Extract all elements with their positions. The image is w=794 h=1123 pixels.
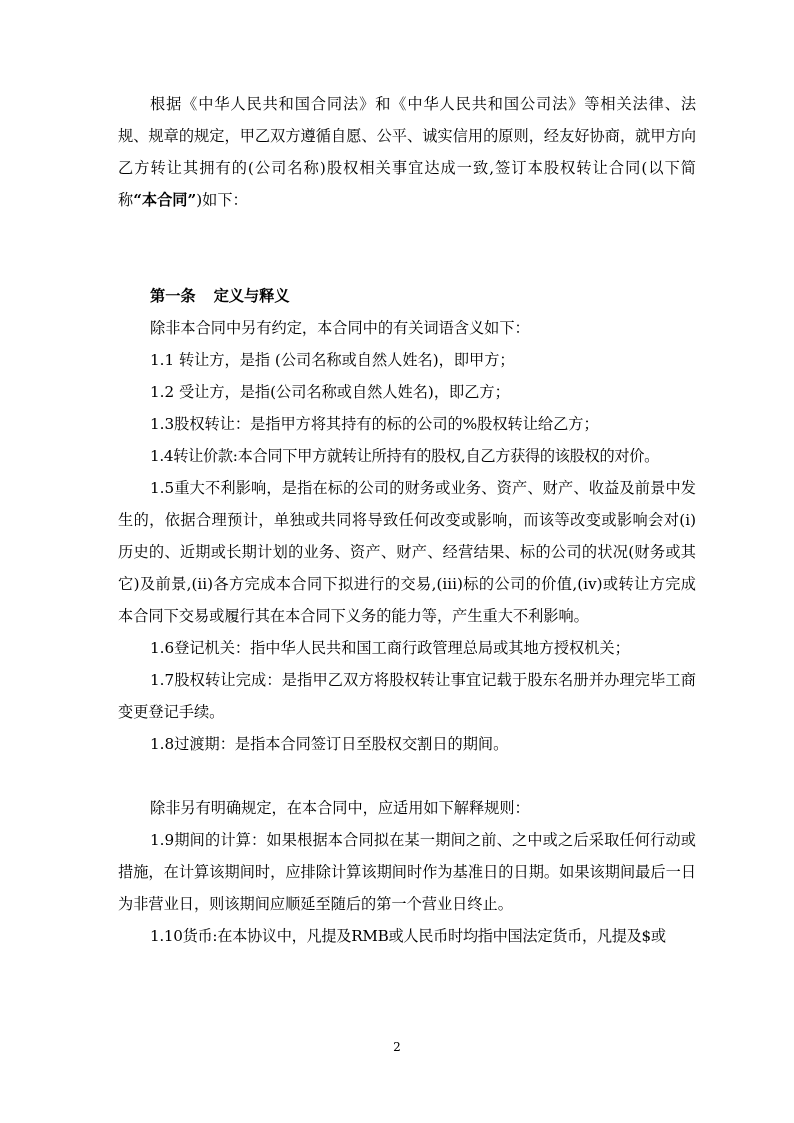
clause-1-10: 1.10货币:在本协议中，凡提及RMB或人民币时均指中国法定货币，凡提及$或 xyxy=(150,927,666,945)
clause-1-7: 1.7股权转让完成：是指甲乙双方将股权转让事宜记载于股东名册并办理完毕工商变更登记手续。 xyxy=(118,671,696,721)
clause-1-6: 1.6登记机关：指中华人民共和国工商行政管理总局或其地方授权机关； xyxy=(150,639,630,657)
intro-text-1: 根据《中华人民共和国合同法》和《中华人民共和国公司法》等相关法律、法规、规章的规定，甲乙双方遵循自愿、公平、诚实信用的原则，经友好协商，就甲方向乙方转让其拥有的(公司名称)股权相关事宜达成一致,签订本股权转让合同(以下简称 xyxy=(118,95,696,209)
article-number: 第一条 xyxy=(150,287,196,305)
clause-1-3: 1.3股权转让：是指甲方将其持有的标的公司的%股权转让给乙方； xyxy=(150,415,599,433)
article-title: 定义与释义 xyxy=(213,287,290,305)
spacer xyxy=(118,760,696,792)
page-number: 2 xyxy=(393,1040,401,1054)
intro-text-2: )如下： xyxy=(196,191,248,209)
clause-1-5: 1.5重大不利影响，是指在标的公司的财务或业务、资产、财产、收益及前景中发生的，依据合理预计，单独或共同将导致任何改变或影响，而该等改变或影响会对(i)历史的、近期或长期计划的业务、资产、财产、经营结果、标的公司的状况(财务或其它)及前景,(ii)各方完成本合同下拟进行的交易,(iii)标的公司的价值,(iv)或转让方完成本合同下交易或履行其在本合同下义务的能力等，产生重大不利影响。 xyxy=(118,479,696,625)
clause-1-9: 1.9期间的计算：如果根据本合同拟在某一期间之前、之中或之后采取任何行动或措施，在计算该期间时，应排除计算该期间时作为基准日的日期。如果该期间最后一日为非营业日，则该期间应顺延至随后的第一个营业日终止。 xyxy=(118,831,696,913)
document-body xyxy=(118,88,696,952)
clause-1-8: 1.8过渡期：是指本合同签订日至股权交割日的期间。 xyxy=(150,735,509,753)
clause-1-4: 1.4转让价款:本合同下甲方就转让所持有的股权,自乙方获得的该股权的对价。 xyxy=(150,447,659,465)
clause-1-2: 1.2 受让方，是指(公司名称或自然人姓名)，即乙方； xyxy=(150,383,510,401)
definitions-lead: 除非本合同中另有约定，本合同中的有关词语含义如下： xyxy=(150,319,530,337)
clause-1-1: 1.1 转让方，是指 (公司名称或自然人姓名)，即甲方； xyxy=(150,351,515,369)
intro-paragraph xyxy=(118,88,696,216)
article-heading xyxy=(118,280,696,312)
interpretation-lead: 除非另有明确规定，在本合同中，应适用如下解释规则： xyxy=(150,799,530,817)
intro-bold-term: “本合同” xyxy=(133,191,197,209)
spacer xyxy=(118,216,696,248)
